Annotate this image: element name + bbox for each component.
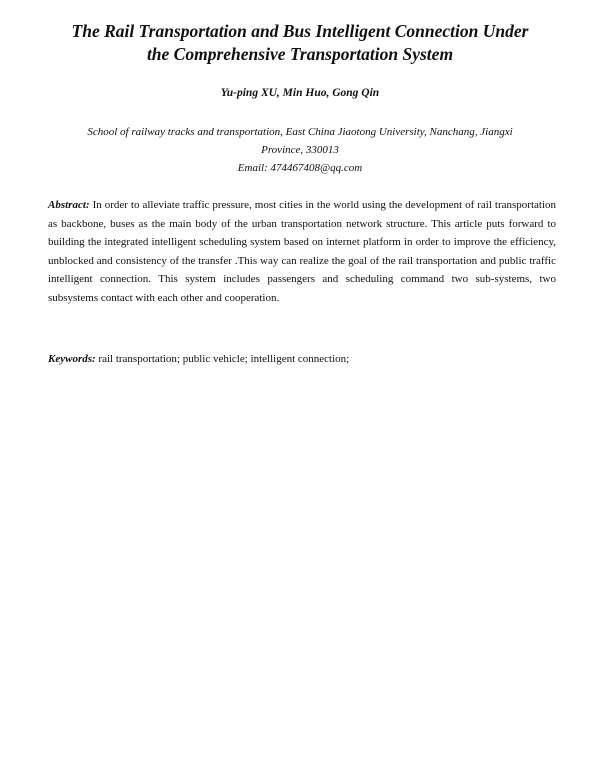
abstract-label: Abstract: xyxy=(48,199,90,211)
abstract-text: In order to alleviate traffic pressure, most cities in the world using the development of rail transportation as backbone, buses as the main body of the urban transportation network structure. This article puts forward to building the integrated intelligent scheduling system based on internet platform in order to improve the efficiency, unblocked and consistency of the transfer .This way can realize the goal of the rail transportation and public traffic intelligent connection. This system includes passengers and scheduling command two sub-systems, two subsystems contact with each other and cooperation. xyxy=(48,199,556,304)
affiliation-line-2: Province, 330013 xyxy=(261,144,339,156)
abstract-paragraph xyxy=(48,196,556,307)
affiliation-line-1: School of railway tracks and transportation, East China Jiaotong University, Nanchang, Jiangxi xyxy=(87,126,513,138)
paper-title xyxy=(40,20,560,66)
author-email: Email: 474467408@qq.com xyxy=(237,162,363,174)
title-line-2: the Comprehensive Transportation System xyxy=(146,44,454,64)
affiliation-block xyxy=(40,123,560,177)
keywords-label: Keywords: xyxy=(48,353,96,365)
title-line-1: The Rail Transportation and Bus Intelligent Connection Under xyxy=(71,21,529,41)
author-list: Yu-ping XU, Min Huo, Gong Qin xyxy=(220,87,380,99)
keywords-line xyxy=(48,351,556,367)
keywords-text: rail transportation; public vehicle; intelligent connection; xyxy=(98,353,350,365)
